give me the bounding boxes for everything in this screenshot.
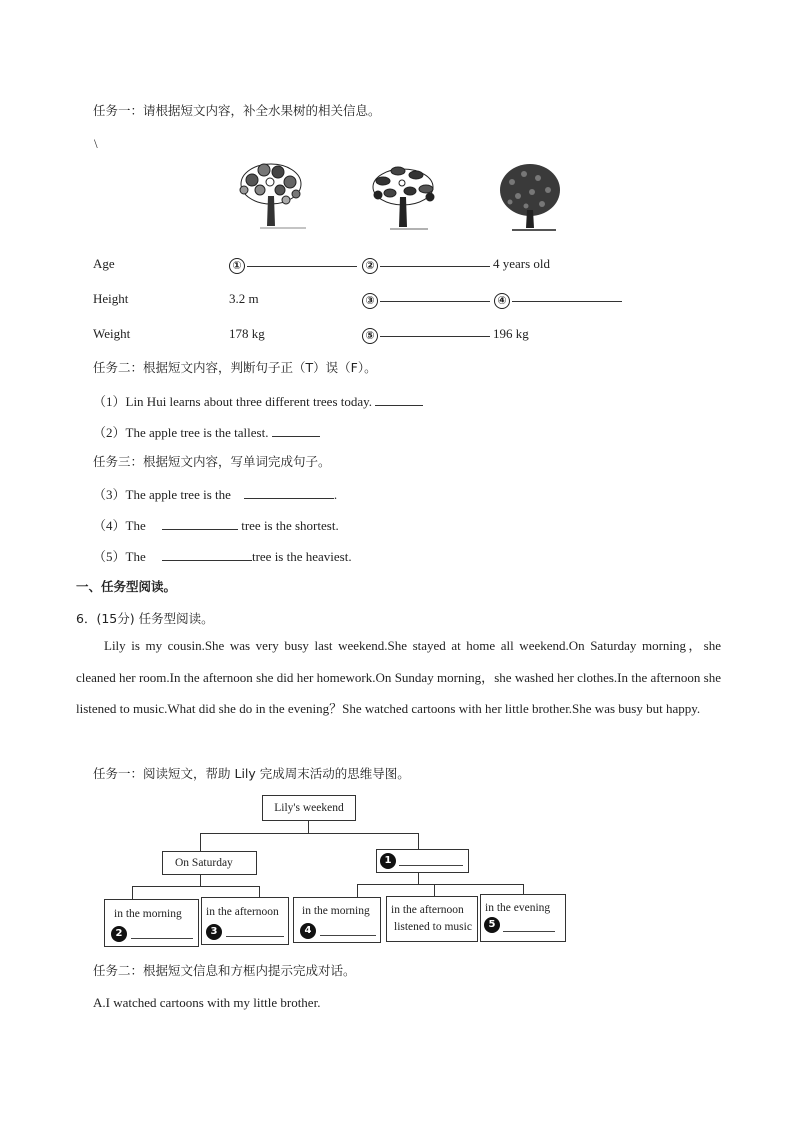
question-3 — [93, 484, 337, 503]
weight-pear-cell[interactable] — [362, 324, 490, 344]
answer-blank[interactable] — [503, 931, 555, 932]
mindmap-leaf-sun-evening[interactable] — [480, 894, 566, 942]
answer-blank[interactable] — [247, 254, 357, 267]
section-heading: 一、任务型阅读。 — [76, 579, 177, 594]
mindmap-leaf-sun-morning[interactable] — [293, 897, 381, 943]
mindmap-leaf-sat-afternoon[interactable] — [201, 897, 289, 945]
answer-blank[interactable] — [272, 424, 320, 437]
leaf-label: in the morning — [302, 905, 370, 917]
answer-blank[interactable] — [162, 548, 252, 561]
mindmap-root: Lily's weekend — [262, 795, 356, 821]
answer-blank[interactable] — [380, 324, 490, 337]
question-4 — [93, 515, 339, 534]
question-1-text: （1）Lin Hui learns about three different trees today. — [93, 394, 373, 409]
age-pear-cell[interactable] — [362, 254, 490, 274]
number-badge: ⑤ — [362, 328, 378, 344]
answer-blank[interactable] — [131, 938, 193, 939]
answer-blank[interactable] — [226, 936, 284, 937]
leaf-label: in the morning — [114, 908, 182, 920]
height-pear-cell[interactable] — [362, 289, 490, 309]
number-badge: 3 — [206, 924, 222, 940]
leaf-label: in the afternoon — [206, 906, 279, 918]
task2-title: 任务二：根据短文内容，判断句子正（T）误（F）。 — [93, 360, 377, 375]
apple-tree-icon — [232, 160, 310, 236]
weight-apple-cell: 178 kg — [229, 326, 265, 341]
mindmap-leaf-sat-morning[interactable] — [104, 899, 199, 947]
question-5-prefix: （5）The — [93, 549, 146, 564]
answer-blank[interactable] — [399, 865, 463, 866]
stray-mark: \ — [94, 136, 98, 151]
answer-blank[interactable] — [244, 486, 334, 499]
number-badge: 4 — [300, 923, 316, 939]
question-2 — [93, 422, 320, 441]
question-5-suffix: tree is the heaviest. — [251, 549, 352, 564]
orange-tree-icon — [498, 162, 562, 234]
answer-blank[interactable] — [320, 935, 376, 936]
answer-blank[interactable] — [162, 517, 238, 530]
number-badge: ③ — [362, 293, 378, 309]
answer-blank[interactable] — [512, 289, 622, 302]
answer-blank[interactable] — [380, 254, 490, 267]
task1-title: 任务一：请根据短文内容，补全水果树的相关信息。 — [93, 103, 381, 118]
task3-title: 任务三：根据短文内容，写单词完成句子。 — [93, 454, 331, 469]
answer-blank[interactable] — [380, 289, 490, 302]
number-badge: ② — [362, 258, 378, 274]
row-label-height: Height — [93, 291, 129, 306]
task1b-title: 任务一：阅读短文，帮助 Lily 完成周末活动的思维导图。 — [93, 766, 410, 781]
weight-orange-cell: 196 kg — [493, 326, 529, 341]
leaf-label: in the evening — [485, 902, 551, 914]
height-apple-cell: 3.2 m — [229, 291, 259, 306]
question-5 — [93, 546, 352, 565]
number-badge: 1 — [380, 853, 396, 869]
answer-blank[interactable] — [375, 393, 423, 406]
number-badge: ① — [229, 258, 245, 274]
number-badge: 5 — [484, 917, 500, 933]
question-2-text: （2）The apple tree is the tallest. — [93, 425, 269, 440]
question-4-suffix: tree is the shortest. — [241, 518, 339, 533]
row-label-weight: Weight — [93, 326, 131, 341]
reading-passage: Lily is my cousin.She was very busy last weekend.She stayed at home all weekend.On Saturday morning，she cleaned her room.In the afternoon she did her homework.On Sunday morning，she washed her clothes.In the afternoon she listened to music.What did she do in the evening？She watched cartoons with her little brother.She was busy but happy. — [76, 638, 721, 717]
height-orange-cell[interactable] — [494, 289, 622, 309]
leaf-answer: listened to music — [394, 921, 472, 933]
question-6-title: 6．(15分) 任务型阅读。 — [76, 611, 214, 626]
age-orange-cell: 4 years old — [493, 256, 551, 271]
leaf-label: in the afternoon — [391, 904, 464, 916]
task2b-title: 任务二：根据短文信息和方框内提示完成对话。 — [93, 963, 356, 978]
mindmap-saturday: On Saturday — [162, 851, 257, 875]
number-badge: 2 — [111, 926, 127, 942]
mindmap-sunday-box[interactable] — [376, 849, 469, 873]
question-3-prefix: （3）The apple tree is the — [93, 487, 231, 502]
question-3-suffix: . — [333, 487, 338, 502]
option-a: A.I watched cartoons with my little brother. — [93, 995, 321, 1010]
row-label-age: Age — [93, 256, 115, 271]
age-apple-cell[interactable] — [229, 254, 357, 274]
question-1 — [93, 391, 423, 410]
pear-tree-icon — [368, 163, 438, 233]
question-4-prefix: （4）The — [93, 518, 146, 533]
number-badge: ④ — [494, 293, 510, 309]
mindmap-leaf-sun-afternoon — [386, 896, 478, 942]
